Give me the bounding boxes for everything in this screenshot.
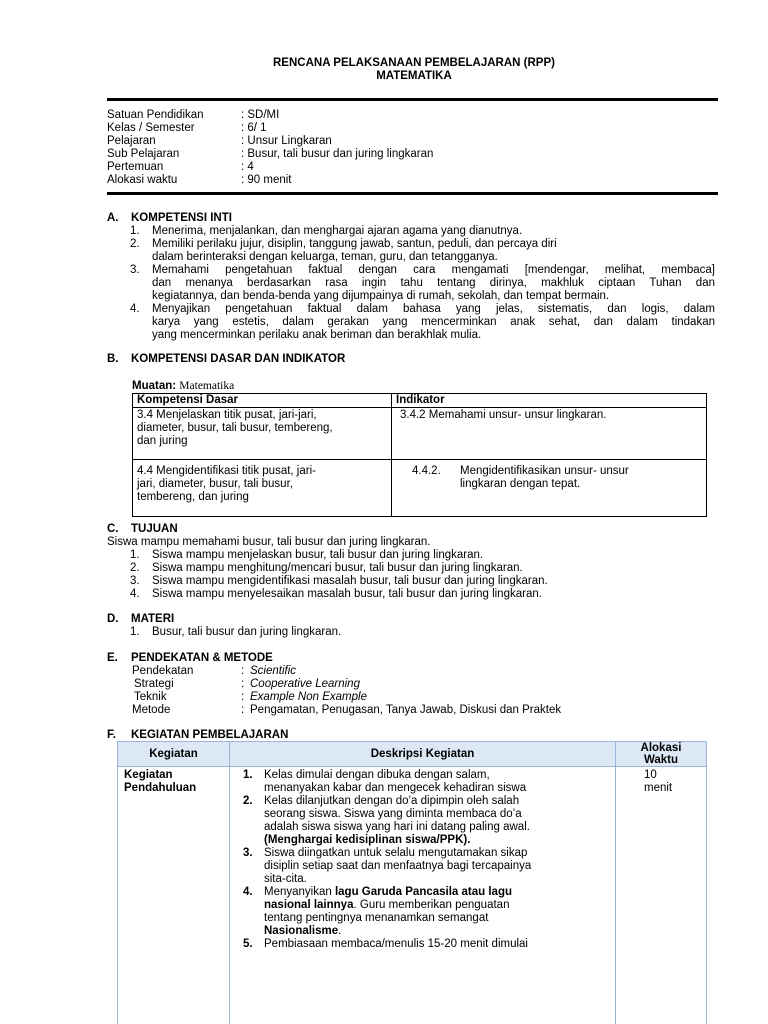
- table-row: [118, 767, 707, 1024]
- list-item: [234, 938, 611, 951]
- item-number: 1.: [130, 626, 140, 638]
- item-number: 1.: [243, 769, 253, 781]
- deskripsi-cell: [230, 767, 616, 1024]
- item-line: Memahami pengetahuan faktual dengan cara mengamati [mendengar, melihat, membaca]: [152, 264, 715, 276]
- item-line: dan menanya berdasarkan rasa ingin tahu tentang dirinya, makhluk ciptaan Tuhan dan: [152, 277, 715, 289]
- item-emphasis: Nasionalisme: [264, 925, 339, 937]
- item-text: Siswa mampu menyelesaikan masalah busur, tali busur dan juring lingkaran.: [152, 588, 542, 600]
- item-text: Busur, tali busur dan juring lingkaran.: [152, 626, 342, 638]
- alokasi-unit: menit: [644, 782, 673, 794]
- item-text: Pembiasaan membaca/menulis 15-20 menit dimulai: [264, 938, 528, 950]
- identity-key: Alokasi waktu: [107, 174, 178, 186]
- item-number: 4.: [130, 588, 140, 600]
- item-emphasis: (Menghargai kedisiplinan siswa/PPK).: [264, 834, 471, 846]
- section-f-title: KEGIATAN PEMBELAJARAN: [131, 729, 289, 741]
- pendekatan-key: Metode: [132, 704, 171, 716]
- indikator-text: Mengidentifikasikan unsur- unsur: [460, 465, 629, 477]
- kd-text: dan juring: [137, 435, 188, 447]
- item-text: Siswa mampu mengidentifikasi masalah busur, tali busur dan juring lingkaran.: [152, 575, 548, 587]
- identity-row: [107, 109, 707, 122]
- indikator-number: 3.4.2: [400, 409, 426, 421]
- list-item: [234, 847, 611, 886]
- list-item: [234, 886, 611, 938]
- pendekatan-key: Strategi: [134, 678, 174, 690]
- pendekatan-value: Pengamatan, Penugasan, Tanya Jawab, Diskusi dan Praktek: [250, 704, 562, 716]
- kd-cell: [133, 408, 392, 460]
- item-number: 5.: [243, 938, 253, 950]
- item-text: seorang siswa. Siswa yang diminta membaca do’a: [264, 808, 522, 820]
- identity-value: : SD/MI: [241, 109, 280, 121]
- waktu-label: Waktu: [643, 754, 679, 766]
- item-text: Siswa mampu menghitung/mencari busur, tali busur dan juring lingkaran.: [152, 562, 523, 574]
- item-text: sita-cita.: [264, 873, 307, 885]
- pendekatan-value: Cooperative Learning: [250, 678, 360, 690]
- identity-row: [107, 135, 707, 148]
- identity-key: Kelas / Semester: [107, 122, 195, 134]
- item-text: menanyakan kabar dan mengecek kehadiran siswa: [264, 782, 527, 794]
- item-text: [152, 303, 715, 342]
- kd-text: jari, diameter, busur, tali busur,: [137, 478, 293, 490]
- kd-text: tembereng, dan juring: [137, 491, 249, 503]
- pendekatan-key: Teknik: [134, 691, 167, 703]
- item-text: tentang pentingnya menanamkan semangat: [264, 912, 489, 924]
- item-text: Menyanyikan: [264, 886, 335, 898]
- identity-row: [107, 174, 707, 187]
- kd-text: 4.4 Mengidentifikasi titik pusat, jari-: [137, 465, 316, 477]
- item-number: 2.: [243, 795, 253, 807]
- identity-key: Pelajaran: [107, 135, 156, 147]
- item-number: 3.: [130, 264, 140, 276]
- kegiatan-col-header: Kegiatan: [118, 742, 230, 767]
- muatan-line: [132, 380, 234, 393]
- muatan-label: Muatan:: [132, 380, 177, 392]
- item-emphasis: lagu Garuda Pancasila atau lagu: [334, 886, 513, 898]
- kd-table-header: [133, 394, 707, 408]
- alokasi-col-header: [616, 742, 707, 767]
- item-line: Menerima, menjalankan, dan menghargai ajaran agama yang dianutnya.: [152, 225, 523, 237]
- kegiatan-table-header: [118, 742, 707, 767]
- section-c-letter: C.: [107, 523, 119, 535]
- kd-indikator-table: [132, 393, 707, 517]
- pendekatan-colon: :: [241, 678, 245, 690]
- indikator-text: Memahami unsur- unsur lingkaran.: [428, 409, 607, 421]
- item-text: Siswa diingatkan untuk selalu mengutamakan sikap: [264, 847, 528, 859]
- item-line: kegiatannya, dan benda-benda yang dijumpainya di rumah, sekolah, dan tempat bermain.: [152, 290, 610, 302]
- identity-value: : 4: [241, 161, 254, 173]
- pendekatan-row: [132, 704, 692, 717]
- doc-title: RENCANA PELAKSANAAN PEMBELAJARAN (RPP): [273, 57, 555, 69]
- item-text: . Guru memberikan penguatan: [353, 899, 510, 911]
- pendekatan-colon: :: [241, 704, 245, 716]
- section-e-title: PENDEKATAN & METODE: [131, 652, 273, 664]
- section-c-title: TUJUAN: [131, 523, 178, 535]
- kd-cell: [133, 460, 392, 517]
- pendekatan-row: [132, 691, 692, 704]
- identity-key: Pertemuan: [107, 161, 164, 173]
- table-row: [133, 460, 707, 517]
- list-item: [234, 769, 611, 795]
- item-line: yang mencerminkan perilaku anak beriman dan berakhlak mulia.: [152, 329, 482, 341]
- item-number: 4.: [243, 886, 253, 898]
- identity-value: : 6/ 1: [241, 122, 267, 134]
- item-line: dalam berinteraksi dengan keluarga, teman, guru, dan tetangganya.: [152, 251, 498, 263]
- item-number: 2.: [130, 238, 140, 250]
- section-b-title: KOMPETENSI DASAR DAN INDIKATOR: [131, 353, 346, 365]
- item-number: 3.: [243, 847, 253, 859]
- section-e-letter: E.: [107, 652, 118, 664]
- deskripsi-col-header: Deskripsi Kegiatan: [230, 742, 616, 767]
- top-rule: [107, 98, 718, 101]
- item-number: 4.: [130, 303, 140, 315]
- section-e-heading: [107, 652, 273, 665]
- item-number: 3.: [130, 575, 140, 587]
- item-text: [152, 264, 715, 303]
- section-a-title: KOMPETENSI INTI: [131, 212, 232, 224]
- item-emphasis: nasional lainnya: [264, 899, 354, 911]
- kd-text: diameter, busur, tali busur, tembereng,: [137, 422, 333, 434]
- kd-col-header: Kompetensi Dasar: [133, 394, 392, 408]
- indikator-col-header: Indikator: [392, 394, 707, 408]
- kd-text: 3.4 Menjelaskan titik pusat, jari-jari,: [137, 409, 317, 421]
- section-b-heading: [107, 353, 345, 366]
- identity-value: : 90 menit: [241, 174, 292, 186]
- pendekatan-colon: :: [241, 691, 245, 703]
- item-line: karya yang estetis, dalam gerakan yang mencerminkan anak sehat, dan dalam tindakan: [152, 316, 715, 328]
- kegiatan-name: Pendahuluan: [124, 782, 197, 794]
- item-text: disiplin setiap saat dan menfaatnya bagi tercapainya: [264, 860, 532, 872]
- item-text: [152, 225, 715, 238]
- item-number: 2.: [130, 562, 140, 574]
- kegiatan-table: [117, 741, 707, 1024]
- section-c-heading: [107, 523, 178, 536]
- item-number: 1.: [130, 225, 140, 237]
- list-item: [234, 795, 611, 847]
- pendekatan-value: Example Non Example: [250, 691, 367, 703]
- alokasi-label: Alokasi: [640, 742, 682, 754]
- item-line: Menyajikan pengetahuan faktual dalam bahasa yang jelas, sistematis, dan logis, dalam: [152, 303, 715, 315]
- alokasi-cell: [616, 767, 707, 1024]
- item-text: adalah siswa siswa yang hari ini datang paling awal.: [264, 821, 530, 833]
- item-text: .: [338, 925, 342, 937]
- indikator-text: lingkaran dengan tepat.: [460, 478, 581, 490]
- identity-value: : Unsur Lingkaran: [241, 135, 332, 147]
- pendekatan-colon: :: [241, 665, 245, 677]
- identity-row: [107, 122, 707, 135]
- pendekatan-key: Pendekatan: [132, 665, 194, 677]
- identity-key: Satuan Pendidikan: [107, 109, 204, 121]
- pendekatan-row: [132, 678, 692, 691]
- identity-value: : Busur, tali busur dan juring lingkaran: [241, 148, 434, 160]
- tujuan-intro: Siswa mampu memahami busur, tali busur dan juring lingkaran.: [107, 536, 431, 548]
- section-f-letter: F.: [107, 729, 116, 741]
- identity-key: Sub Pelajaran: [107, 148, 180, 160]
- section-d-title: MATERI: [131, 613, 175, 625]
- identity-rule: [107, 192, 718, 195]
- item-number: 1.: [130, 549, 140, 561]
- item-line: Memiliki perilaku jujur, disiplin, tanggung jawab, santun, peduli, dan percaya diri: [152, 238, 557, 250]
- item-text: Kelas dimulai dengan dibuka dengan salam,: [264, 769, 490, 781]
- item-text: Siswa mampu menjelaskan busur, tali busur dan juring lingkaran.: [152, 549, 484, 561]
- pendekatan-value: Scientific: [250, 665, 297, 677]
- item-text: [152, 238, 715, 264]
- section-b-letter: B.: [107, 353, 119, 365]
- table-row: [133, 408, 707, 460]
- indikator-cell: [392, 408, 707, 460]
- doc-subtitle: MATEMATIKA: [376, 70, 452, 82]
- section-a-heading: [107, 212, 232, 225]
- muatan-value: Matematika: [179, 380, 235, 392]
- section-a-letter: A.: [107, 212, 119, 224]
- indikator-number: 4.4.2.: [412, 465, 441, 477]
- section-d-letter: D.: [107, 613, 119, 625]
- section-d-heading: [107, 613, 174, 626]
- kegiatan-name: Kegiatan: [124, 769, 173, 781]
- kegiatan-cell: [118, 767, 230, 1024]
- item-text: Kelas dilanjutkan dengan do’a dipimpin oleh salah: [264, 795, 520, 807]
- identity-row: [107, 148, 707, 161]
- identity-row: [107, 161, 707, 174]
- pendekatan-row: [132, 665, 692, 678]
- alokasi-value: 10: [644, 769, 657, 781]
- indikator-cell: [392, 460, 707, 517]
